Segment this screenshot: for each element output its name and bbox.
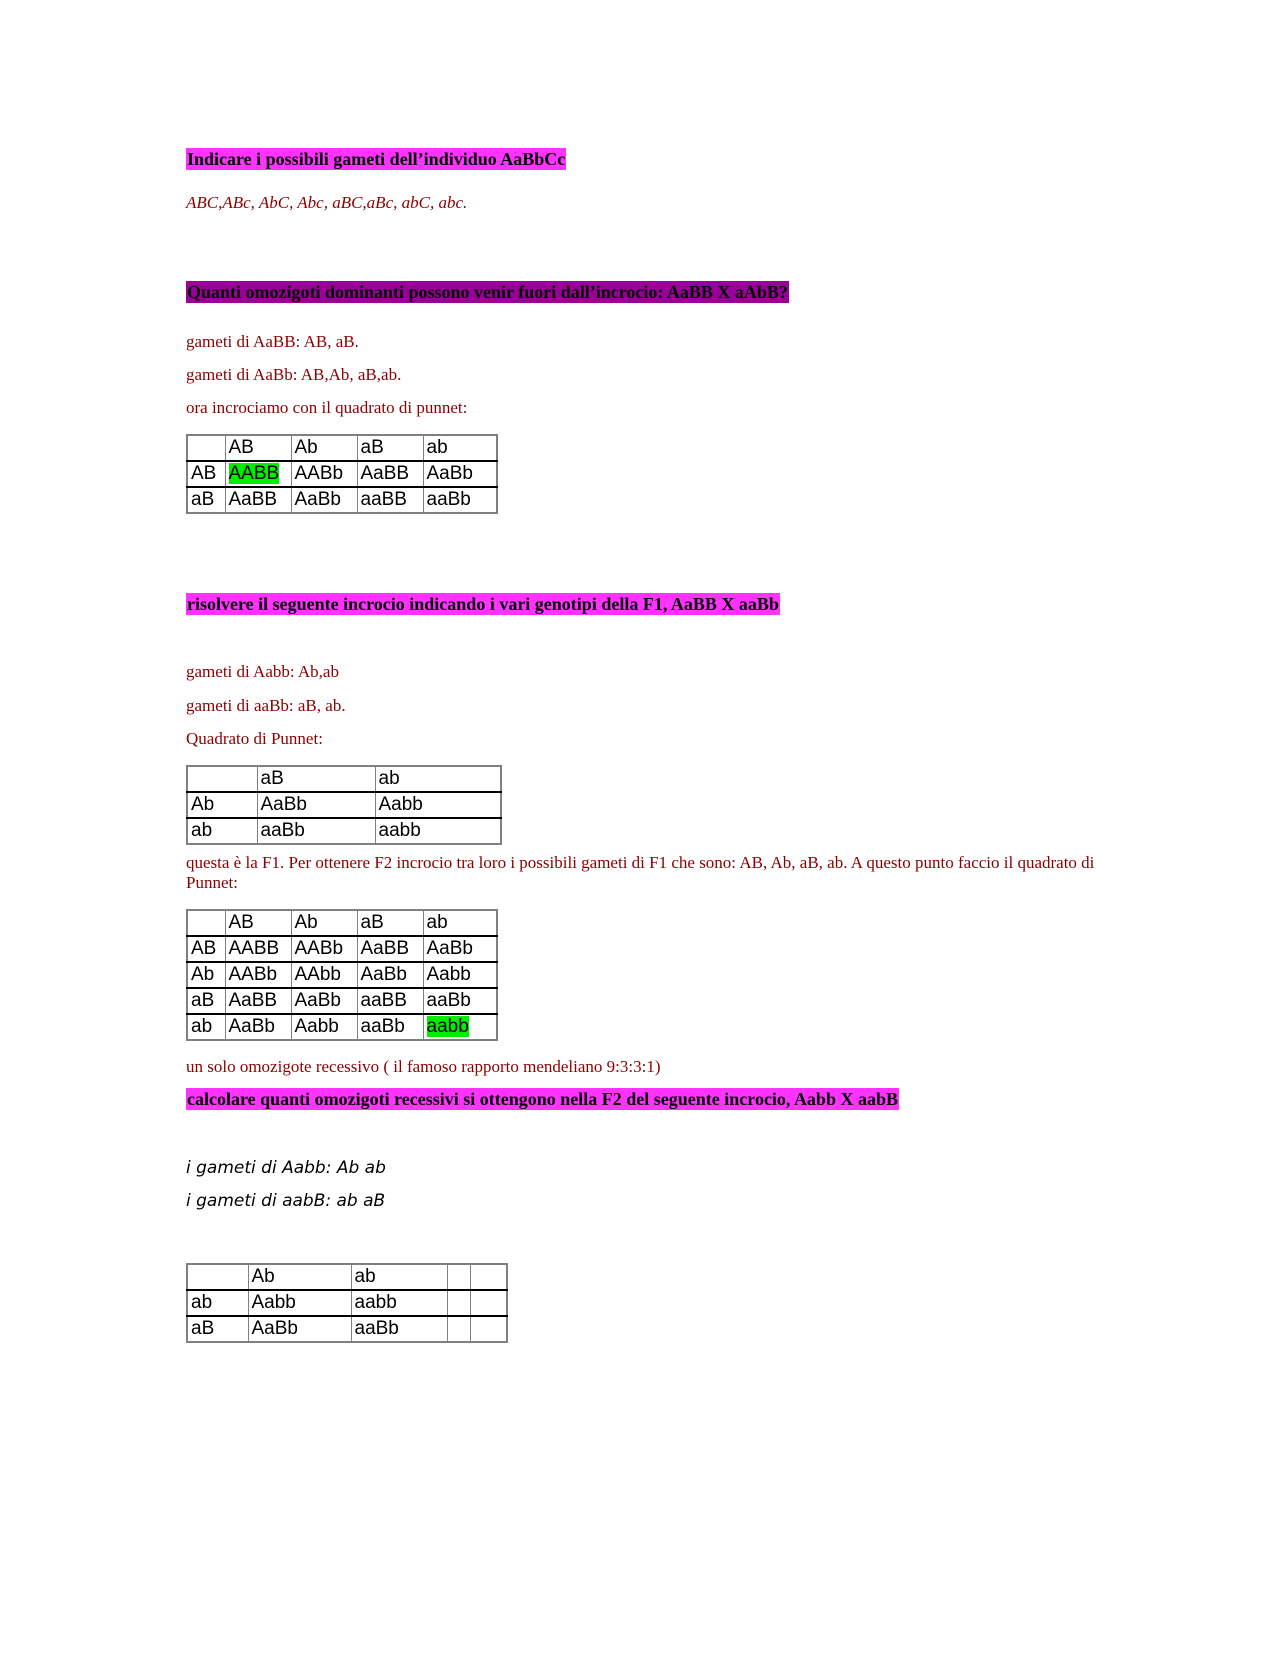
question-3-text: risolvere il seguente incrocio indicando i vari genotipi della F1, AaBB X aaBb — [187, 594, 779, 614]
q4-gametes-line-1: i gameti di Aabb: Ab ab — [186, 1158, 386, 1178]
q2-gametes-line-2: gameti di AaBb: AB,Ab, aB,ab. — [186, 365, 402, 384]
table-cell: aaBB — [357, 988, 423, 1014]
punnett-square-q4 — [186, 1263, 508, 1343]
question-2 — [186, 281, 789, 303]
table-cell: AABB — [225, 936, 291, 962]
table-cell: AaBb — [423, 936, 497, 962]
q3-intro-line: Quadrato di Punnet: — [186, 729, 323, 748]
table-cell: AB — [225, 910, 291, 936]
table-cell: aaBb — [423, 988, 497, 1014]
table-cell — [187, 766, 257, 792]
table-row — [187, 1316, 507, 1342]
table-cell: aB — [357, 435, 423, 461]
table-cell-highlighted — [423, 1014, 497, 1040]
q3-gametes-line-1: gameti di Aabb: Ab,ab — [186, 662, 339, 681]
table-cell: AaBb — [291, 988, 357, 1014]
table-row — [187, 487, 497, 513]
table-cell: AABb — [291, 461, 357, 487]
table-cell: AaBb — [257, 792, 375, 818]
table-cell: aB — [187, 988, 225, 1014]
table-cell: AABb — [291, 936, 357, 962]
table-cell: Aabb — [375, 792, 501, 818]
table-cell: Aabb — [423, 962, 497, 988]
table-cell: ab — [375, 766, 501, 792]
table-cell-highlighted — [225, 461, 291, 487]
question-1-text: Indicare i possibili gameti dell’individuo AaBbCc — [187, 149, 566, 169]
table-cell: aB — [187, 487, 225, 513]
q2-intro-line: ora incrociamo con il quadrato di punnet: — [186, 398, 468, 417]
table-cell: aaBb — [423, 487, 497, 513]
table-cell: aB — [357, 910, 423, 936]
table-cell: AABb — [225, 962, 291, 988]
table-cell: AaBb — [423, 461, 497, 487]
table-cell — [470, 1316, 507, 1342]
question-4-text: calcolare quanti omozigoti recessivi si ottengono nella F2 del seguente incrocio, Aabb X aabB — [187, 1089, 898, 1109]
table-cell — [470, 1290, 507, 1316]
table-cell — [187, 435, 225, 461]
table-cell: Ab — [248, 1264, 351, 1290]
table-cell: AaBb — [225, 1014, 291, 1040]
table-cell: AB — [225, 435, 291, 461]
table-cell: AaBB — [225, 988, 291, 1014]
table-cell — [447, 1316, 470, 1342]
table-header-row — [187, 1264, 507, 1290]
table-row — [187, 1014, 497, 1040]
table-cell: AB — [187, 936, 225, 962]
table-cell: AaBB — [357, 936, 423, 962]
table-cell: AaBb — [248, 1316, 351, 1342]
table-cell: ab — [187, 818, 257, 844]
punnett-square-q3-f2 — [186, 909, 498, 1041]
q3-conclusion: un solo omozigote recessivo ( il famoso rapporto mendeliano 9:3:3:1) — [186, 1057, 661, 1076]
q4-gametes-line-2: i gameti di aabB: ab aB — [186, 1191, 386, 1211]
table-row — [187, 1290, 507, 1316]
table-cell: Ab — [187, 792, 257, 818]
table-cell — [187, 1264, 248, 1290]
highlighted-genotype: AABB — [228, 463, 280, 484]
table-cell: aaBB — [357, 487, 423, 513]
table-cell: aaBb — [357, 1014, 423, 1040]
question-2-text: Quanti omozigoti dominanti possono venir fuori dall’incrocio: AaBB X aAbB? — [187, 282, 788, 302]
q3-gametes-line-2: gameti di aaBb: aB, ab. — [186, 696, 346, 715]
table-cell: ab — [187, 1014, 225, 1040]
punnett-square-q2 — [186, 434, 498, 514]
table-cell: ab — [423, 435, 497, 461]
table-cell: AAbb — [291, 962, 357, 988]
q2-gametes-line-1: gameti di AaBB: AB, aB. — [186, 332, 359, 351]
table-cell: aaBb — [257, 818, 375, 844]
question-1 — [186, 148, 566, 170]
table-cell: AaBB — [225, 487, 291, 513]
table-cell — [447, 1290, 470, 1316]
question-3 — [186, 593, 780, 615]
table-cell: ab — [423, 910, 497, 936]
table-row — [187, 962, 497, 988]
table-row — [187, 792, 501, 818]
table-cell — [187, 910, 225, 936]
table-cell: AaBb — [357, 962, 423, 988]
table-cell: Ab — [291, 435, 357, 461]
table-cell: aaBb — [351, 1316, 447, 1342]
table-cell: AB — [187, 461, 225, 487]
question-4 — [186, 1088, 899, 1110]
table-row — [187, 818, 501, 844]
table-header-row — [187, 910, 497, 936]
table-row — [187, 988, 497, 1014]
table-cell: Aabb — [291, 1014, 357, 1040]
table-header-row — [187, 435, 497, 461]
highlighted-genotype: aabb — [426, 1016, 469, 1037]
table-cell: Ab — [187, 962, 225, 988]
table-cell — [447, 1264, 470, 1290]
table-cell: aabb — [375, 818, 501, 844]
table-row — [187, 936, 497, 962]
table-row — [187, 461, 497, 487]
answer-1: ABC,ABc, AbC, Abc, aBC,aBc, abC, abc. — [186, 193, 468, 212]
table-cell: Ab — [291, 910, 357, 936]
table-header-row — [187, 766, 501, 792]
punnett-square-q3-f1 — [186, 765, 502, 845]
table-cell: ab — [187, 1290, 248, 1316]
table-cell: aB — [257, 766, 375, 792]
q3-f2-paragraph: questa è la F1. Per ottenere F2 incrocio tra loro i possibili gameti di F1 che sono: AB, Ab, aB, ab. A questo punto faccio il quadrato di Punnet: — [186, 853, 1095, 892]
table-cell: AaBB — [357, 461, 423, 487]
table-cell — [470, 1264, 507, 1290]
table-cell: Aabb — [248, 1290, 351, 1316]
table-cell: ab — [351, 1264, 447, 1290]
table-cell: AaBb — [291, 487, 357, 513]
table-cell: aB — [187, 1316, 248, 1342]
table-cell: aabb — [351, 1290, 447, 1316]
